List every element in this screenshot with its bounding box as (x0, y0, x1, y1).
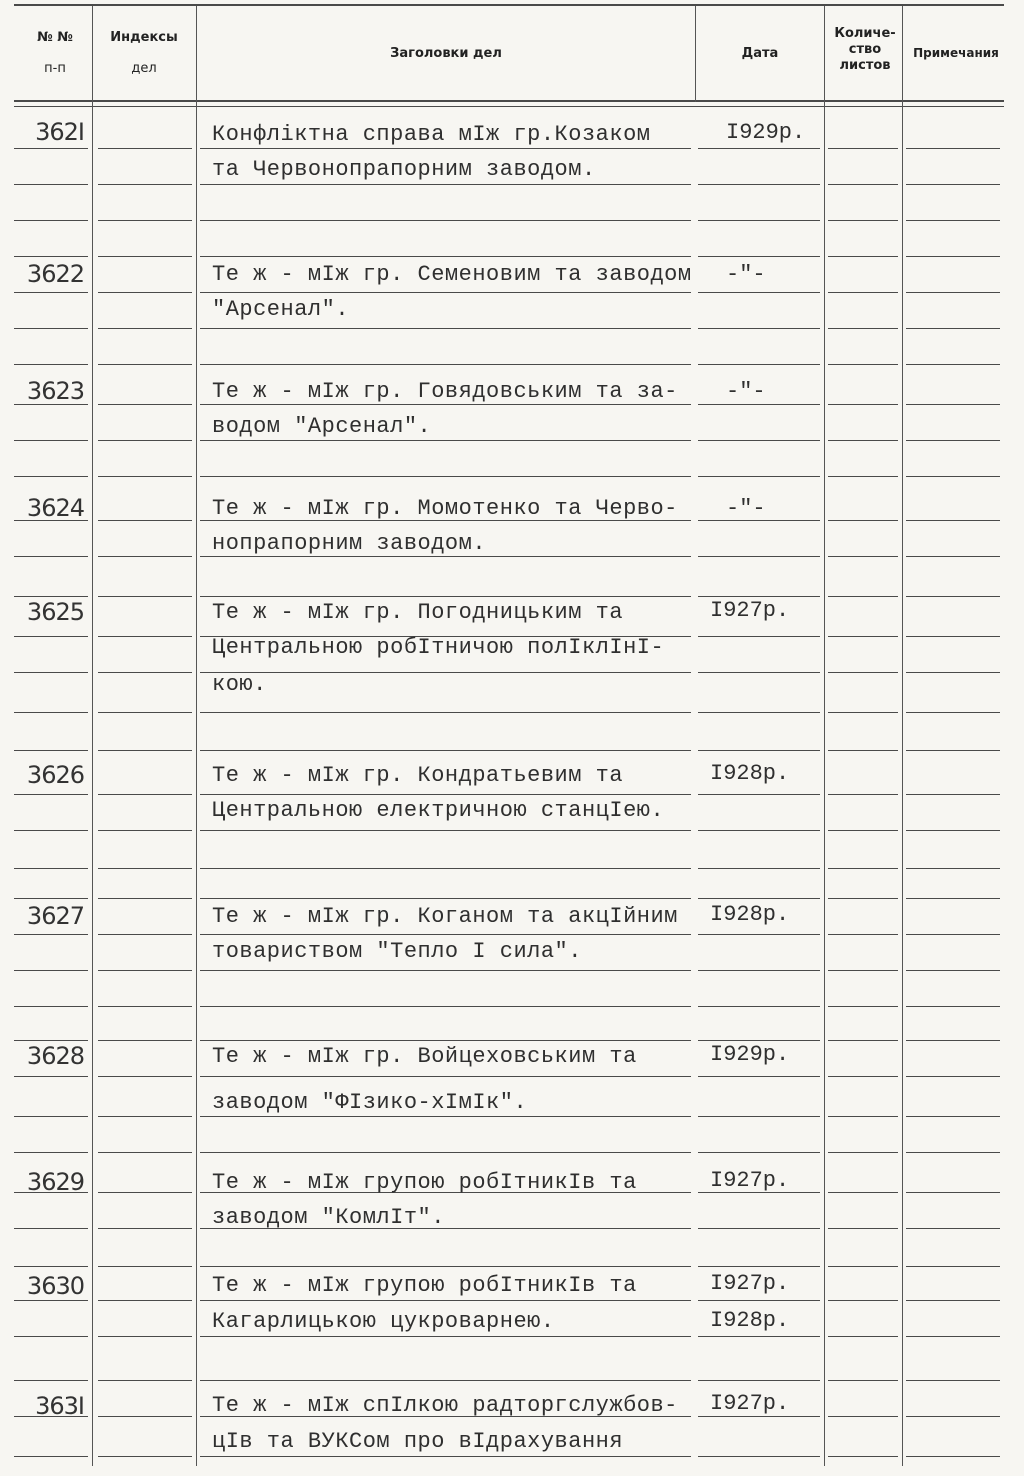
ruled-line (98, 596, 192, 597)
entry-number: 3626 (26, 761, 84, 789)
ruled-line (906, 596, 1000, 597)
ruled-line (828, 1300, 898, 1301)
ruled-line (98, 1300, 192, 1301)
ruled-line (906, 830, 1000, 831)
ruled-line (14, 1300, 88, 1301)
ruled-line (906, 1006, 1000, 1007)
ruled-line (98, 220, 192, 221)
ruled-line (98, 868, 192, 869)
ruled-line (698, 934, 820, 935)
ruled-line (828, 1116, 898, 1117)
ruled-line (14, 328, 88, 329)
ruled-line (906, 476, 1000, 477)
ruled-line (200, 1076, 691, 1077)
ruled-line (828, 1416, 898, 1417)
ruled-line (200, 794, 691, 795)
ruled-line (906, 404, 1000, 405)
ruled-line (98, 476, 192, 477)
ruled-line (14, 1456, 88, 1457)
column-divider-title (695, 6, 696, 102)
ruled-line (698, 1006, 820, 1007)
ruled-line (906, 1228, 1000, 1229)
ruled-line (698, 404, 820, 405)
ruled-line (698, 596, 820, 597)
entry-title-line: водом "Арсенал". (212, 414, 432, 439)
ruled-line (14, 1116, 88, 1117)
ruled-line (698, 1336, 820, 1337)
ruled-line (698, 184, 820, 185)
ruled-line (98, 672, 192, 673)
ruled-line (14, 596, 88, 597)
ruled-line (828, 712, 898, 713)
ruled-line (14, 556, 88, 557)
entry-title-line: "Арсенал". (212, 297, 350, 322)
ruled-line (698, 328, 820, 329)
ruled-line (98, 440, 192, 441)
ruled-line (906, 1266, 1000, 1267)
entry-title-line: Те ж - мIж групою робIтникIв та (212, 1170, 637, 1195)
ruled-line (906, 1076, 1000, 1077)
ruled-line (698, 148, 820, 149)
ruled-line (906, 898, 1000, 899)
ruled-line (698, 1266, 820, 1267)
ruled-line (906, 1380, 1000, 1381)
ruled-line (906, 556, 1000, 557)
ruled-line (200, 712, 691, 713)
ruled-line (828, 292, 898, 293)
entry-title-line: кою. (212, 672, 267, 697)
entry-date: I929р. (710, 1042, 790, 1067)
ruled-line (200, 830, 691, 831)
ruled-line (828, 364, 898, 365)
ruled-line (828, 934, 898, 935)
header-sheets-line3: листов (839, 58, 891, 73)
ruled-line (906, 364, 1000, 365)
ruled-line (698, 1380, 820, 1381)
ruled-line (98, 934, 192, 935)
header-date-label: Дата (741, 46, 779, 61)
ruled-line (828, 328, 898, 329)
ruled-line (828, 1456, 898, 1457)
ruled-line (828, 404, 898, 405)
ruled-line (698, 1228, 820, 1229)
ruled-line (200, 440, 691, 441)
ruled-line (698, 556, 820, 557)
ruled-line (14, 672, 88, 673)
header-title-label: Заголовки дел (390, 46, 502, 61)
ruled-line (98, 364, 192, 365)
header-index-line2: дел (131, 61, 157, 76)
entry-title-line: заводом "КомлIт". (212, 1205, 445, 1230)
header-number-line1: № № (37, 30, 73, 45)
ruled-line (98, 1076, 192, 1077)
ruled-line (200, 1336, 691, 1337)
ruled-line (98, 148, 192, 149)
column-divider-sheets (902, 6, 903, 1466)
ruled-line (828, 476, 898, 477)
ruled-line (98, 292, 192, 293)
ruled-line (828, 1266, 898, 1267)
ruled-line (828, 1336, 898, 1337)
entry-title-line: Те ж - мIж гр. Говядовським та за- (212, 379, 678, 404)
entry-title-line: Те ж - мIж групою робIтникIв та (212, 1273, 637, 1298)
ruled-line (828, 520, 898, 521)
ruled-line (14, 1336, 88, 1337)
ruled-line (14, 292, 88, 293)
ruled-line (98, 328, 192, 329)
ruled-line (200, 868, 691, 869)
ruled-line (828, 1192, 898, 1193)
ruled-line (828, 440, 898, 441)
ruled-line (200, 898, 691, 899)
ruled-line (828, 1006, 898, 1007)
ruled-line (14, 1076, 88, 1077)
ruled-line (200, 556, 691, 557)
ruled-line (828, 256, 898, 257)
ruled-line (200, 1040, 691, 1041)
entry-title-line: Центральною робIтничою полIклIнI- (212, 635, 665, 660)
ruled-line (828, 1040, 898, 1041)
ruled-line (828, 184, 898, 185)
ruled-line (698, 220, 820, 221)
ruled-line (906, 1152, 1000, 1153)
ruled-line (906, 636, 1000, 637)
entry-number: 3622 (26, 260, 84, 288)
ruled-line (200, 1116, 691, 1117)
column-divider-number (92, 6, 93, 1466)
ruled-line (98, 1006, 192, 1007)
ruled-line (98, 750, 192, 751)
ruled-line (200, 750, 691, 751)
ruled-line (698, 636, 820, 637)
ruled-line (906, 1116, 1000, 1117)
entry-number: 363I (35, 1392, 84, 1420)
entry-title-line: Те ж - мIж гр. Войцеховським та (212, 1044, 637, 1069)
ruled-line (98, 898, 192, 899)
ruled-line (698, 440, 820, 441)
entry-number: 362I (35, 118, 84, 146)
header-bottom-rule-2 (14, 106, 1004, 107)
ruled-line (14, 830, 88, 831)
ruled-line (14, 440, 88, 441)
ruled-line (14, 476, 88, 477)
ruled-line (906, 1040, 1000, 1041)
ruled-line (906, 256, 1000, 257)
ruled-line (98, 1228, 192, 1229)
ruled-line (200, 256, 691, 257)
ruled-line (828, 672, 898, 673)
ruled-line (14, 1006, 88, 1007)
ruled-line (98, 1416, 192, 1417)
ruled-line (200, 184, 691, 185)
ruled-line (906, 440, 1000, 441)
entry-title-line: Те ж - мIж гр. Коганом та акцIйним (212, 904, 678, 929)
ruled-line (200, 148, 691, 149)
ruled-line (98, 520, 192, 521)
ruled-line (200, 1152, 691, 1153)
header-sheets-label (826, 26, 904, 74)
ruled-line (698, 750, 820, 751)
ruled-line (906, 934, 1000, 935)
ruled-line (828, 868, 898, 869)
ruled-line (14, 898, 88, 899)
ruled-line (698, 1456, 820, 1457)
ruled-line (200, 364, 691, 365)
ruled-line (698, 1416, 820, 1417)
ruled-line (14, 184, 88, 185)
entry-title-line: заводом "ФIзико-хIмIк". (212, 1090, 528, 1115)
ruled-line (698, 1076, 820, 1077)
ruled-line (98, 830, 192, 831)
ruled-line (200, 292, 691, 293)
ruled-line (14, 1380, 88, 1381)
entry-title-line: та Червонопрапорним заводом. (212, 157, 596, 182)
ruled-line (98, 1192, 192, 1193)
ruled-line (14, 1266, 88, 1267)
entry-date: I929р. (726, 120, 806, 145)
ruled-line (98, 256, 192, 257)
ruled-line (200, 328, 691, 329)
entry-date: -"- (726, 496, 766, 521)
ruled-line (200, 1266, 691, 1267)
ruled-line (200, 220, 691, 221)
header-index-label (96, 28, 192, 78)
ruled-line (698, 476, 820, 477)
entry-title-line: Те ж - мIж гр. Погодницьким та (212, 600, 624, 625)
ruled-line (698, 970, 820, 971)
ruled-line (828, 898, 898, 899)
entry-date: I928р. (710, 1308, 790, 1333)
ruled-line (14, 1152, 88, 1153)
entry-title-line: Те ж - мIж гр. Кондратьевим та (212, 763, 624, 788)
ruled-line (828, 1380, 898, 1381)
ruled-line (828, 750, 898, 751)
entry-date: I927р. (710, 1391, 790, 1416)
ruled-line (98, 794, 192, 795)
ruled-line (200, 1456, 691, 1457)
ruled-line (200, 596, 691, 597)
ruled-line (698, 712, 820, 713)
header-number-line2: п-п (44, 61, 66, 76)
ruled-line (200, 1380, 691, 1381)
entry-number: 3627 (26, 902, 84, 930)
entry-date: I927р. (710, 1168, 790, 1193)
ruled-line (14, 1040, 88, 1041)
ruled-line (828, 1152, 898, 1153)
ruled-line (906, 1456, 1000, 1457)
ruled-line (906, 1300, 1000, 1301)
header-index-line1: Индексы (110, 30, 178, 45)
ruled-line (98, 636, 192, 637)
ruled-line (200, 970, 691, 971)
ruled-line (828, 220, 898, 221)
ruled-line (14, 364, 88, 365)
ruled-line (828, 1076, 898, 1077)
ruled-line (14, 636, 88, 637)
entry-date: -"- (726, 379, 766, 404)
ruled-line (906, 292, 1000, 293)
ruled-line (98, 1336, 192, 1337)
entry-title-line: Те ж - мIж гр. Момотенко та Черво- (212, 496, 678, 521)
ruled-line (98, 1456, 192, 1457)
ruled-line (698, 1116, 820, 1117)
ruled-line (828, 970, 898, 971)
ruled-line (906, 1336, 1000, 1337)
ruled-line (906, 750, 1000, 751)
entry-date: I928р. (710, 761, 790, 786)
ruled-line (14, 712, 88, 713)
ruled-line (98, 1152, 192, 1153)
ruled-line (906, 148, 1000, 149)
ruled-line (828, 830, 898, 831)
ruled-line (828, 636, 898, 637)
ruled-line (98, 184, 192, 185)
header-notes-label: Примечания (913, 46, 999, 60)
header-bottom-rule (14, 100, 1004, 102)
entry-title-line: Центральною електричною станцIею. (212, 798, 665, 823)
ruled-line (906, 520, 1000, 521)
ruled-line (906, 1416, 1000, 1417)
ruled-line (698, 1040, 820, 1041)
entry-number: 3630 (26, 1272, 84, 1300)
entry-date: I927р. (710, 598, 790, 623)
ruled-line (906, 712, 1000, 713)
entry-date: I927р. (710, 1271, 790, 1296)
header-sheets-line1: Количе- (834, 26, 896, 41)
ruled-line (828, 148, 898, 149)
ruled-line (906, 1192, 1000, 1193)
ruled-line (98, 1116, 192, 1117)
ruled-line (906, 220, 1000, 221)
ruled-line (14, 220, 88, 221)
entry-number: 3628 (26, 1042, 84, 1070)
ruled-line (14, 1228, 88, 1229)
ruled-line (98, 1380, 192, 1381)
entry-date: -"- (726, 262, 766, 287)
ruled-line (698, 868, 820, 869)
ruled-line (98, 712, 192, 713)
ruled-line (98, 1040, 192, 1041)
ruled-line (698, 256, 820, 257)
entry-title-line: Кагарлицькою цукроварнею. (212, 1309, 555, 1334)
ruled-line (14, 256, 88, 257)
ruled-line (14, 868, 88, 869)
ruled-line (828, 556, 898, 557)
ruled-line (98, 1266, 192, 1267)
ruled-line (906, 970, 1000, 971)
entry-title-line: нопрапорним заводом. (212, 531, 487, 556)
ruled-line (698, 1300, 820, 1301)
ruled-line (906, 794, 1000, 795)
ruled-line (906, 672, 1000, 673)
header-number-label (18, 28, 92, 78)
ruled-line (698, 1152, 820, 1153)
entry-title-line: цIв та ВУКСом про вIдрахування (212, 1429, 624, 1454)
entry-title-line: Те ж - мIж гр. Семеновим та заводом (212, 262, 692, 287)
ruled-line (828, 1228, 898, 1229)
ruled-line (200, 934, 691, 935)
entry-date: I928р. (710, 902, 790, 927)
ruled-line (98, 404, 192, 405)
ruled-line (906, 868, 1000, 869)
ruled-line (906, 184, 1000, 185)
ruled-line (698, 830, 820, 831)
ruled-line (698, 364, 820, 365)
ruled-line (828, 596, 898, 597)
ruled-line (698, 794, 820, 795)
ruled-line (98, 970, 192, 971)
ruled-line (828, 794, 898, 795)
column-divider-date (824, 6, 825, 1466)
ruled-line (200, 404, 691, 405)
ruled-line (14, 970, 88, 971)
ruled-line (200, 1006, 691, 1007)
entry-number: 3629 (26, 1168, 84, 1196)
ruled-line (698, 292, 820, 293)
ruled-line (14, 750, 88, 751)
ruled-line (200, 1300, 691, 1301)
ruled-line (98, 556, 192, 557)
ruled-line (906, 328, 1000, 329)
entry-number: 3625 (26, 598, 84, 626)
header-sheets-line2: ство (848, 42, 882, 57)
entry-title-line: Конфлiктна справа мIж гр.Козаком (212, 122, 651, 147)
ruled-line (200, 476, 691, 477)
entry-number: 3624 (26, 494, 84, 522)
column-divider-index (196, 6, 197, 1466)
ruled-line (14, 148, 88, 149)
ruled-line (14, 934, 88, 935)
ruled-line (14, 794, 88, 795)
entry-number: 3623 (26, 377, 84, 405)
entry-title-line: Те ж - мIж спIлкою радторгслужбов- (212, 1393, 678, 1418)
table-top-rule (14, 4, 1004, 6)
entry-title-line: товариством "Тепло I сила". (212, 939, 582, 964)
ruled-line (698, 898, 820, 899)
ruled-line (698, 672, 820, 673)
